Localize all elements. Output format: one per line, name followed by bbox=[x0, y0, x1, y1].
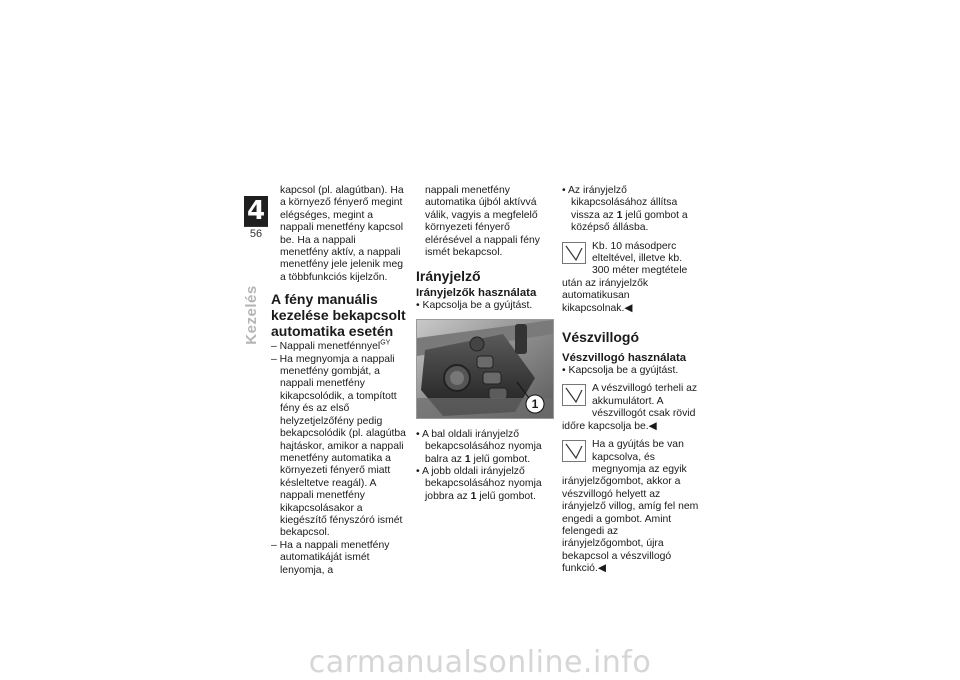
intro-text: nappali menetfény automatika újból aktívvá válik, vagyis a megfelelő környezeti fényerő elérésével a nappali fény ismét bekapcsol. bbox=[425, 185, 540, 259]
note-triangle-icon bbox=[562, 242, 586, 264]
list-item: • Kapcsolja be a gyújtást. bbox=[416, 300, 533, 312]
end-of-section-icon: ◀ bbox=[597, 563, 606, 575]
note-triangle-icon bbox=[562, 384, 586, 406]
note: Ha a gyújtás be van kapcsolva, és megnyomja az egyik irányjelzőgombot, akkor a vészvillogó helyett az irányjelző villog, amíg fel nem engedi a gombot. Amint felengedi az irányjelzőgombot, újra bekapcsol a vészvillogó funkció.◀ bbox=[562, 439, 699, 575]
column-3 bbox=[562, 185, 700, 576]
figure-callout: 1 bbox=[531, 396, 539, 411]
list-item: – Ha megnyomja a nappali menetfény gombját, a nappali menetfény kikapcsolódik, a tompított fény és az első helyzetjelzőfény pedig bekapcsolódik (pl. alagútba hajtáskor, amikor a nappali menetfény automatika a környezeti fényerő miatt késleltetve reagál). A nappali menetfény kikapcsolásakor a kiegészítő fényszóró ismét bekapcsol. bbox=[271, 353, 406, 539]
list-item: – Ha a nappali menetfény automatikáját ismét lenyomja, a bbox=[271, 539, 390, 576]
handlebar-switch-figure bbox=[416, 319, 554, 419]
chapter-divider bbox=[244, 226, 268, 227]
list-item: • Az irányjelző kikapcsolásához állítsa vissza az 1 jelű gombot a középső állásba. bbox=[562, 185, 688, 234]
column-1 bbox=[271, 185, 407, 577]
column-2 bbox=[416, 185, 553, 503]
sub-heading: Irányjelzők használata bbox=[416, 287, 537, 300]
note: A vészvillogó terheli az akkumulátort. A vészvillogót csak rövid időre kapcsolja be.◀ bbox=[562, 383, 698, 432]
end-of-section-icon: ◀ bbox=[648, 420, 657, 432]
note-triangle-icon bbox=[562, 440, 586, 462]
chapter-number: 4 bbox=[244, 196, 268, 226]
note: Kb. 10 másodperc elteltével, illetve kb. 300 méter megtétele után az irányjelzők automatikusan kikapcsolnak.◀ bbox=[562, 240, 688, 314]
intro-text: kapcsol (pl. alagútban). Ha a környező fényerő megint elégséges, megint a nappali menetfény kapcsol be. Ha a nappali menetfény aktív, a nappali menetfény jele jelenik meg a többfunkciós kijelzőn. bbox=[280, 185, 404, 283]
sub-heading: Vészvillogó használata bbox=[562, 352, 687, 365]
steps-list bbox=[416, 429, 553, 503]
chapter-title: Kezelés bbox=[243, 285, 260, 345]
section-heading: A fény manuális kezelése bekapcsolt automatika esetén bbox=[271, 291, 406, 340]
end-of-section-icon: ◀ bbox=[624, 302, 633, 314]
section-heading: Vészvillogó bbox=[562, 329, 640, 346]
list-item: • Kapcsolja be a gyújtást. bbox=[562, 365, 679, 377]
list-item: • A bal oldali irányjelző bekapcsolásához nyomja balra az 1 jelű gombot. bbox=[416, 428, 542, 465]
list-item: – Nappali menetfénnyel$^{GY}$ bbox=[271, 339, 391, 353]
page-number: 56 bbox=[249, 228, 263, 240]
list-item: • A jobb oldali irányjelző bekapcsolásához nyomja jobbra az 1 jelű gombot. bbox=[416, 466, 542, 502]
section-heading: Irányjelző bbox=[416, 268, 481, 285]
watermark: carmanualsonline.info bbox=[308, 645, 652, 680]
